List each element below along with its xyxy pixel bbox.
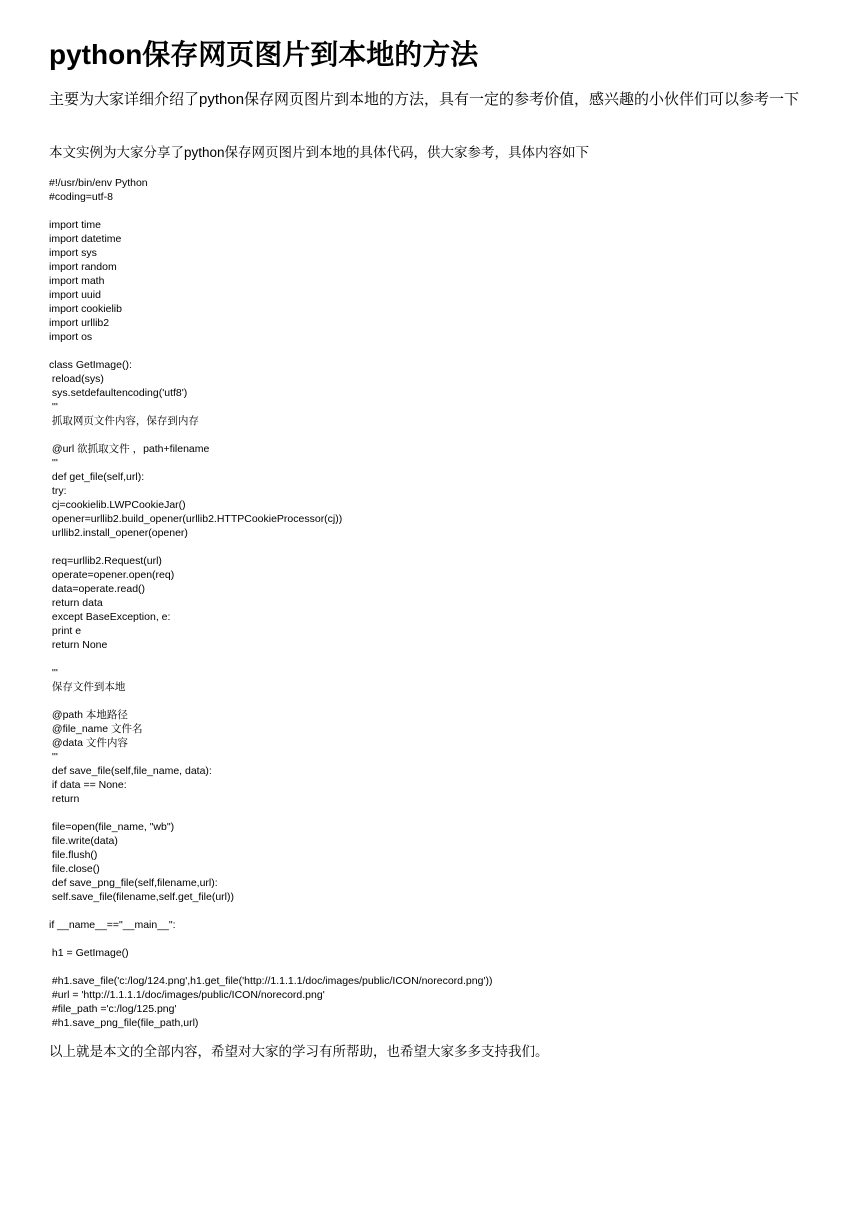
code-line: [49, 652, 492, 666]
code-line: [49, 806, 492, 820]
code-line: req=urllib2.Request(url): [49, 555, 162, 567]
code-line: if __name__=="__main__":: [49, 919, 176, 931]
code-line: import urllib2: [49, 317, 110, 329]
code-line: h1 = GetImage(): [49, 947, 129, 959]
code-line: urllib2.install_opener(opener): [49, 527, 188, 539]
code-line: import os: [49, 331, 93, 343]
code-line: 保存文件到本地: [49, 681, 126, 693]
code-line: import uuid: [49, 289, 101, 301]
code-line: #url = 'http://1.1.1.1/doc/images/public/ICON/norecord.png': [49, 989, 325, 1001]
code-line: import time: [49, 219, 101, 231]
code-line: def save_file(self,file_name, data):: [49, 765, 212, 777]
code-line: sys.setdefaultencoding('utf8'): [49, 387, 188, 399]
code-line: [49, 540, 492, 554]
code-line: @file_name 文件名: [49, 723, 143, 735]
code-block: [49, 176, 492, 1030]
code-line: [49, 932, 492, 946]
code-line: if data == None:: [49, 779, 127, 791]
code-line: reload(sys): [49, 373, 104, 385]
code-line: opener=urllib2.build_opener(urllib2.HTTPCookieProcessor(cj)): [49, 513, 343, 525]
code-line: [49, 344, 492, 358]
code-line: #coding=utf-8: [49, 191, 113, 203]
code-line: cj=cookielib.LWPCookieJar(): [49, 499, 186, 511]
code-line: return data: [49, 597, 103, 609]
code-line: file.close(): [49, 863, 100, 875]
code-line: #file_path ='c:/log/125.png': [49, 1003, 177, 1015]
article-outro: 以上就是本文的全部内容，希望对大家的学习有所帮助，也希望大家多多支持我们。: [49, 1044, 549, 1059]
code-line: try:: [49, 485, 67, 497]
code-line: import datetime: [49, 233, 122, 245]
code-line: class GetImage():: [49, 359, 132, 371]
code-line: file=open(file_name, "wb"): [49, 821, 175, 833]
code-line: ''': [49, 457, 58, 469]
code-line: [49, 204, 492, 218]
code-line: def get_file(self,url):: [49, 471, 145, 483]
code-line: file.write(data): [49, 835, 118, 847]
code-line: operate=opener.open(req): [49, 569, 175, 581]
article-intro: 本文实例为大家分享了python保存网页图片到本地的具体代码，供大家参考，具体内容如下: [49, 145, 590, 160]
code-line: def save_png_file(self,filename,url):: [49, 877, 218, 889]
code-line: ''': [49, 667, 58, 679]
code-line: @data 文件内容: [49, 737, 128, 749]
code-line: #h1.save_file('c:/log/124.png',h1.get_file('http://1.1.1.1/doc/images/public/ICON/norecord.png')): [49, 975, 493, 987]
code-line: return: [49, 793, 80, 805]
code-line: @path 本地路径: [49, 709, 128, 721]
code-line: [49, 694, 492, 708]
code-line: ''': [49, 751, 58, 763]
code-line: [49, 904, 492, 918]
code-line: except BaseException, e:: [49, 611, 171, 623]
code-line: 抓取网页文件内容，保存到内存: [49, 415, 199, 427]
code-line: self.save_file(filename,self.get_file(url)): [49, 891, 234, 903]
code-line: return None: [49, 639, 108, 651]
code-line: [49, 960, 492, 974]
code-line: import cookielib: [49, 303, 122, 315]
code-line: #!/usr/bin/env Python: [49, 177, 148, 189]
code-line: ''': [49, 401, 58, 413]
code-line: print e: [49, 625, 82, 637]
code-line: import sys: [49, 247, 97, 259]
code-line: @url 欲抓取文件 ，path+filename: [49, 443, 210, 455]
code-line: import math: [49, 275, 105, 287]
code-line: import random: [49, 261, 117, 273]
article-summary: 主要为大家详细介绍了python保存网页图片到本地的方法，具有一定的参考价值，感兴趣的小伙伴们可以参考一下: [49, 91, 800, 108]
page-title: python保存网页图片到本地的方法: [49, 39, 479, 70]
code-line: file.flush(): [49, 849, 98, 861]
code-line: #h1.save_png_file(file_path,url): [49, 1017, 199, 1029]
code-line: data=operate.read(): [49, 583, 146, 595]
code-line: [49, 428, 492, 442]
